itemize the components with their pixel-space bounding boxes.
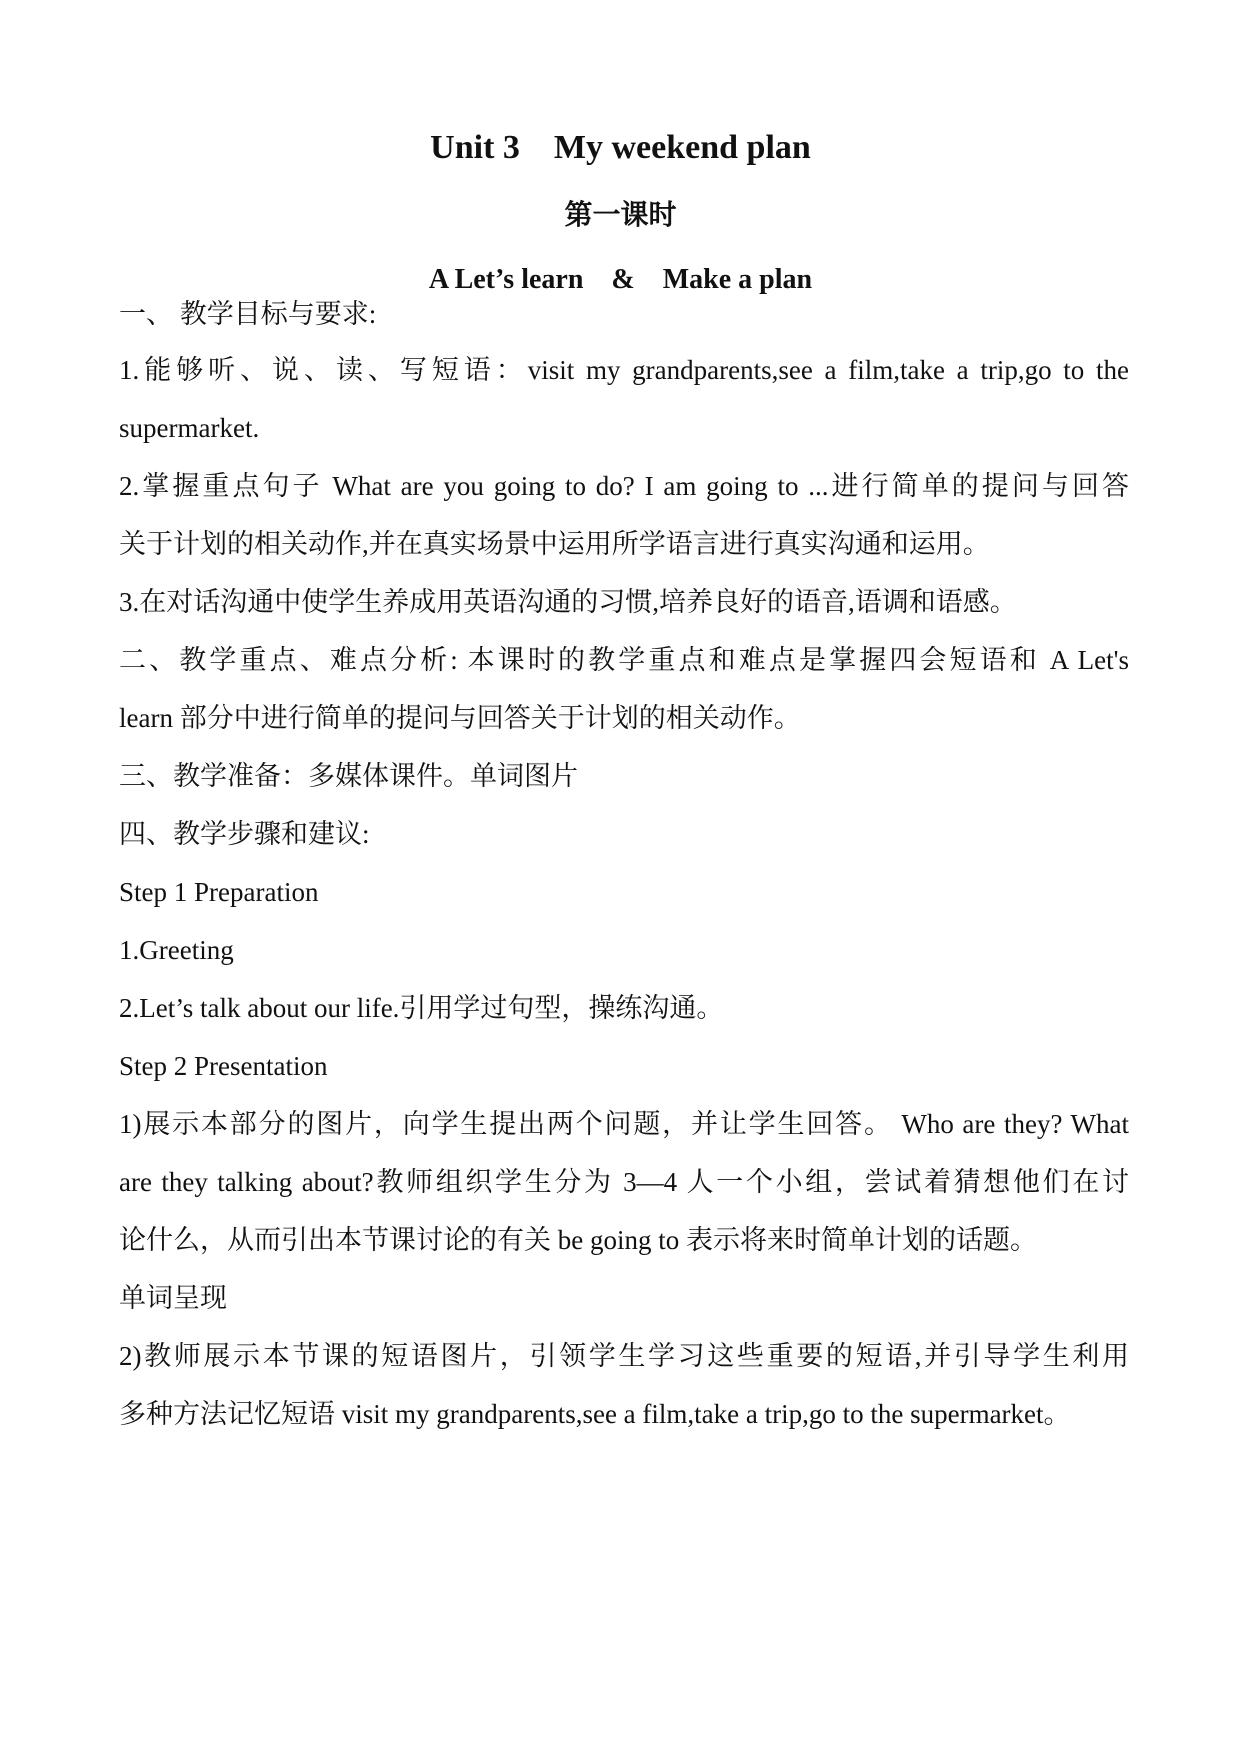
objective-1-line-1: 1.能够听、说、读、写短语：visit my grandparents,see a film,take a trip,go to the — [119, 355, 1129, 385]
objective-2-line-1: 2.掌握重点句子 What are you going to do? I am going to ...进行简单的提问与回答 — [119, 471, 1129, 501]
heading-objectives: 一、 教学目标与要求: — [119, 299, 377, 329]
step-1-item-2: 2.Let’s talk about our life.引用学过句型，操练沟通。 — [119, 993, 724, 1023]
step-2-item-1-line-2: are they talking about?教师组织学生分为 3—4 人一个小组，尝试着猜想他们在讨 — [119, 1167, 1129, 1197]
heading-steps: 四、教学步骤和建议: — [119, 819, 370, 849]
step-2-heading: Step 2 Presentation — [119, 1051, 328, 1081]
objective-2-line-2: 关于计划的相关动作,并在真实场景中运用所学语言进行真实沟通和运用。 — [119, 529, 990, 559]
step-2-item-1-line-1: 1)展示本部分的图片，向学生提出两个问题，并让学生回答。 Who are they? What — [119, 1109, 1129, 1139]
key-points-line-2: learn 部分中进行简单的提问与回答关于计划的相关动作。 — [119, 703, 801, 733]
step-2-item-1-line-3: 论什么，从而引出本节课讨论的有关 be going to 表示将来时简单计划的话题。 — [119, 1225, 1037, 1255]
lesson-title: 第一课时 — [564, 200, 677, 231]
word-presentation-heading: 单词呈现 — [119, 1283, 227, 1313]
key-points-line-1: 二、教学重点、难点分析: 本课时的教学重点和难点是掌握四会短语和 A Let's — [119, 645, 1129, 675]
step-2-item-2-line-1: 2)教师展示本节课的短语图片，引领学生学习这些重要的短语,并引导学生利用 — [119, 1341, 1129, 1371]
step-1-item-1: 1.Greeting — [119, 935, 234, 965]
unit-title: Unit 3 My weekend plan — [430, 129, 811, 166]
section-title: A Let’s learn & Make a plan — [428, 264, 813, 295]
objective-3: 3.在对话沟通中使学生养成用英语沟通的习惯,培养良好的语音,语调和语感。 — [119, 587, 1017, 617]
objective-1-line-2: supermarket. — [119, 413, 260, 443]
step-2-item-2-line-2: 多种方法记忆短语 visit my grandparents,see a film,take a trip,go to the supermarket。 — [119, 1399, 1071, 1429]
step-1-heading: Step 1 Preparation — [119, 877, 319, 907]
preparation-materials: 三、教学准备：多媒体课件。单词图片 — [119, 761, 578, 791]
